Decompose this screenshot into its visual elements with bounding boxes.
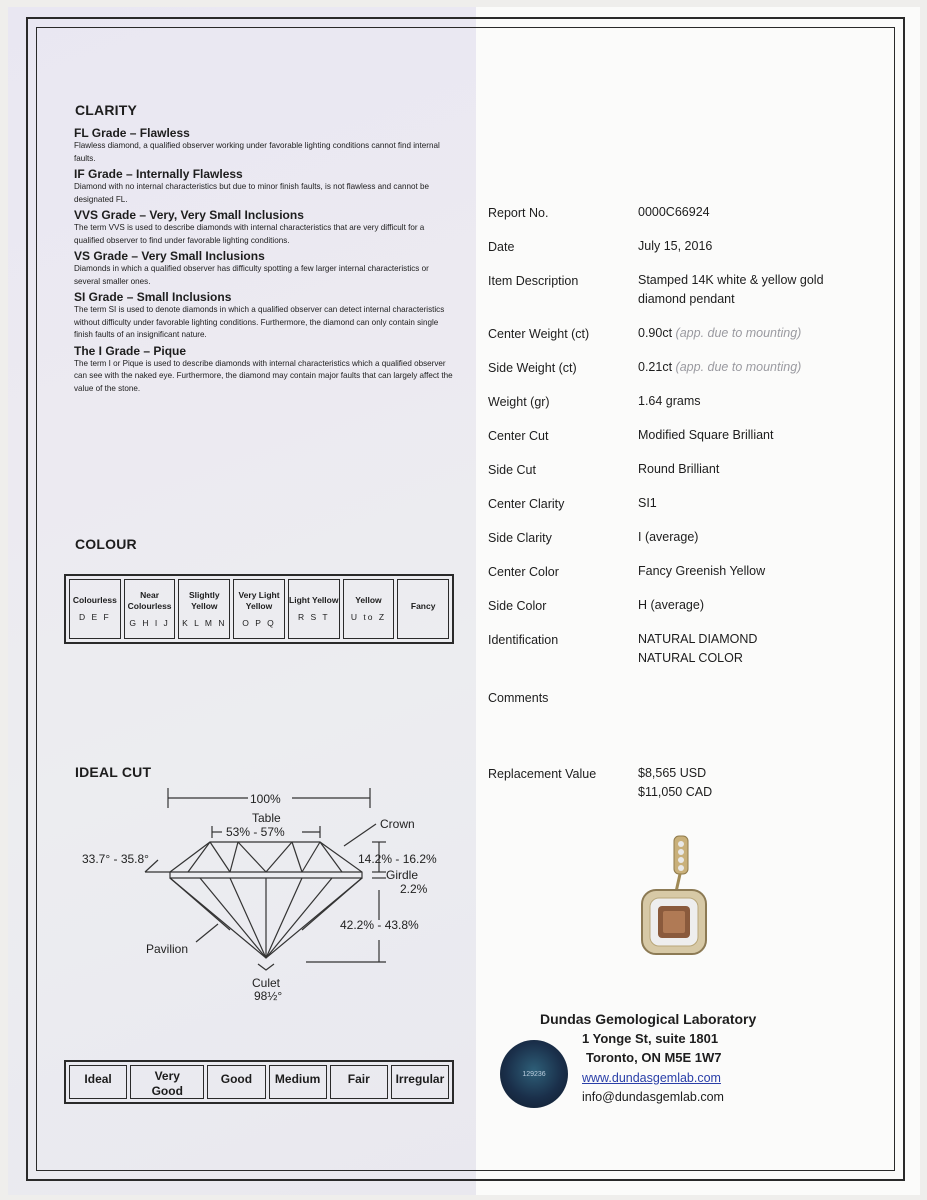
center-weight-note: (app. due to mounting) — [675, 326, 802, 340]
cut-grade-cell: Irregular — [391, 1065, 449, 1099]
girdle-pct-label: 2.2% — [400, 882, 428, 896]
center-cut-key: Center Cut — [488, 429, 549, 443]
side-color-value: H (average) — [638, 598, 704, 612]
report-no-key: Report No. — [488, 206, 549, 220]
cut-grade-table — [64, 1060, 454, 1104]
lab-address-line-2: Toronto, ON M5E 1W7 — [586, 1050, 722, 1065]
grade-description: The term VVS is used to describe diamonds with internal characteristics that are very difficult for a qualified observer to find under favorable lighting conditions. — [74, 223, 425, 245]
colour-label: Fancy — [410, 600, 436, 611]
side-cut-value: Round Brilliant — [638, 462, 720, 476]
colour-cell — [178, 579, 230, 639]
crown-label: Crown — [380, 817, 415, 831]
center-weight-row — [638, 324, 801, 343]
colour-label: Slightly Yellow — [188, 589, 220, 611]
side-clarity-value: I (average) — [638, 530, 699, 544]
replacement-cad: $11,050 CAD — [638, 785, 713, 799]
grade-description: Diamonds in which a qualified observer has difficulty spotting a few larger internal characteristics or several smaller ones. — [74, 264, 429, 286]
girdle-label: Girdle — [386, 868, 419, 882]
weight-key: Weight (gr) — [488, 395, 550, 409]
colour-label: Colourless — [72, 595, 117, 605]
cut-grade-cell: Very Good — [130, 1065, 204, 1099]
culet-label: Culet — [252, 976, 281, 990]
center-cut-value: Modified Square Brilliant — [638, 428, 774, 442]
item-description-key: Item Description — [488, 274, 579, 288]
grade-title: VVS Grade – Very, Very Small Inclusions — [74, 208, 304, 222]
identification-value — [638, 630, 757, 668]
weight-value: 1.64 grams — [638, 394, 701, 408]
clarity-heading: CLARITY — [75, 102, 138, 118]
colour-code: K L M N — [182, 617, 227, 628]
colour-code: O P Q — [242, 617, 276, 628]
cut-grade-cell: Fair — [330, 1065, 388, 1099]
width-label: 100% — [250, 792, 281, 806]
colour-code: R S T — [297, 612, 330, 622]
date-value: July 15, 2016 — [638, 239, 713, 253]
center-clarity-key: Center Clarity — [488, 497, 565, 511]
identification-key: Identification — [488, 633, 559, 647]
colour-code: G H I J — [129, 617, 170, 628]
lab-email: info@dundasgemlab.com — [582, 1090, 724, 1104]
clarity-grade — [74, 126, 454, 165]
grade-title: SI Grade – Small Inclusions — [74, 290, 232, 304]
side-weight-value: 0.21ct — [638, 360, 673, 374]
lab-name: Dundas Gemological Laboratory — [540, 1011, 757, 1027]
table-range-label: 53% - 57% — [226, 825, 285, 839]
identification-line: NATURAL DIAMOND — [638, 632, 758, 646]
grade-description: The term I or Pique is used to describe diamonds with internal characteristics which a qualified observer can see with the naked eye. Furthermore, the diamond may contain major faults that can largely affect the value of the stone. — [74, 358, 453, 393]
colour-cell — [343, 579, 395, 639]
seal-number: 129236 — [522, 1070, 546, 1078]
grade-title: IF Grade – Internally Flawless — [74, 167, 243, 181]
side-weight-row — [638, 358, 801, 377]
cut-grade-cell: Medium — [269, 1065, 327, 1099]
center-weight-value: 0.90ct — [638, 326, 673, 340]
diamond-proportions-diagram — [70, 780, 460, 1010]
colour-label: Light Yellow — [289, 595, 339, 605]
crown-angle-label: 33.7° - 35.8° — [82, 852, 149, 866]
side-cut-key: Side Cut — [488, 463, 536, 477]
clarity-grade-list — [74, 124, 454, 397]
grade-description: Diamond with no internal characteristics but due to minor finish faults, is not flawless and cannot be designated FL. — [74, 182, 429, 204]
colour-heading: COLOUR — [75, 536, 137, 552]
ideal-cut-heading: IDEAL CUT — [75, 764, 152, 780]
pavilion-depth-label: 42.2% - 43.8% — [340, 918, 419, 932]
cut-grade-cell: Ideal — [69, 1065, 127, 1099]
colour-label: Yellow — [355, 595, 382, 605]
grade-title: FL Grade – Flawless — [74, 126, 190, 140]
pendant-photo — [636, 834, 716, 962]
lab-address-line-1: 1 Yonge St, suite 1801 — [582, 1031, 719, 1046]
center-color-value: Fancy Greenish Yellow — [638, 564, 766, 578]
colour-scale-table — [64, 574, 454, 644]
lab-info — [540, 1011, 756, 1104]
date-key: Date — [488, 240, 515, 254]
culet-angle-label: 98½° — [254, 989, 283, 1003]
identification-line: NATURAL COLOR — [638, 651, 743, 665]
report-no-value: 0000C66924 — [638, 205, 710, 219]
clarity-grade — [74, 290, 454, 342]
center-weight-key: Center Weight (ct) — [488, 327, 590, 341]
colour-cell — [233, 579, 285, 639]
replacement-usd: $8,565 USD — [638, 766, 707, 780]
colour-cell — [124, 579, 176, 639]
side-weight-note: (app. due to mounting) — [675, 360, 802, 374]
grade-description: The term SI is used to denote diamonds in which a qualified observer can detect internal characteristics without difficulty under favorable lighting conditions. Furthermore, the diamond can only contain single finish faults of an insignificant nature. — [74, 305, 445, 339]
grade-title: The I Grade – Pique — [74, 343, 187, 358]
clarity-grade — [74, 249, 454, 288]
clarity-grade — [74, 344, 454, 396]
grade-title: VS Grade – Very Small Inclusions — [74, 249, 265, 263]
pavilion-label: Pavilion — [146, 942, 189, 956]
lab-website-link[interactable]: www.dundasgemlab.com — [582, 1071, 721, 1085]
grade-description: Flawless diamond, a qualified observer working under favorable lighting conditions cannot find internal faults. — [74, 141, 440, 163]
cut-grade-cell: Good — [207, 1065, 265, 1099]
colour-label: Very Light Yellow — [238, 589, 280, 611]
side-color-key: Side Color — [488, 599, 547, 613]
clarity-grade — [74, 208, 454, 247]
comments-key: Comments — [488, 691, 549, 705]
table-label: Table — [252, 811, 281, 825]
center-clarity-value: SI1 — [638, 496, 657, 510]
replacement-value-key: Replacement Value — [488, 767, 597, 781]
colour-code: D E F — [78, 612, 111, 622]
center-color-key: Center Color — [488, 565, 559, 579]
colour-cell — [69, 579, 121, 639]
item-description-value: Stamped 14K white & yellow gold diamond pendant — [638, 273, 824, 306]
colour-label: Near Colourless — [127, 589, 172, 611]
colour-cell — [397, 579, 449, 639]
replacement-value — [638, 764, 712, 802]
side-clarity-key: Side Clarity — [488, 531, 552, 545]
clarity-grade — [74, 167, 454, 206]
colour-cell — [288, 579, 340, 639]
side-weight-key: Side Weight (ct) — [488, 361, 577, 375]
crown-height-label: 14.2% - 16.2% — [358, 852, 437, 866]
colour-code: U to Z — [350, 612, 387, 622]
